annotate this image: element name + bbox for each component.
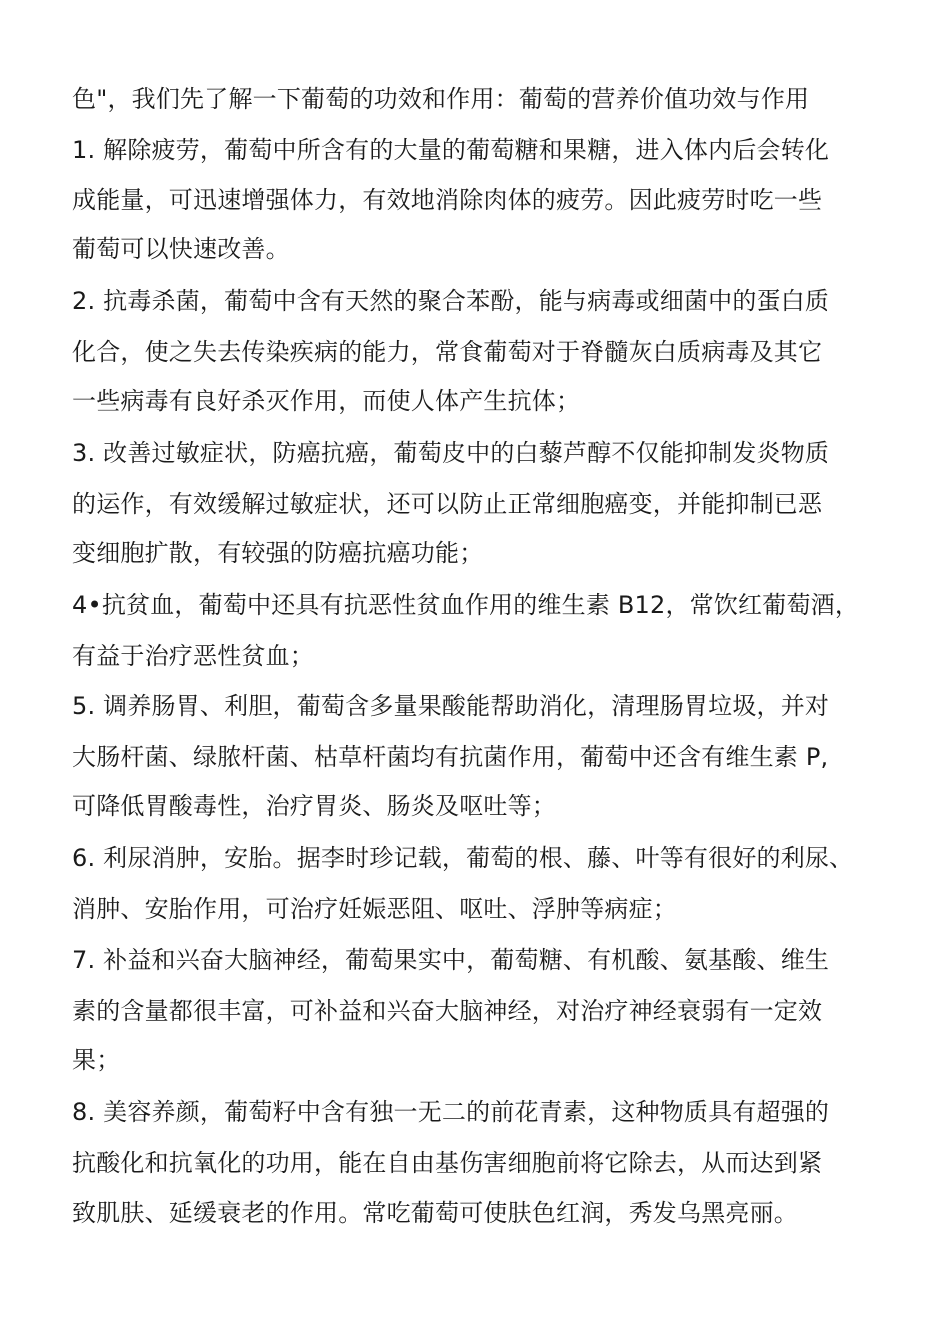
- item-7-line-2: 素的含量都很丰富，可补益和兴奋大脑神经，对治疗神经衰弱有一定效: [72, 997, 823, 1025]
- item-8-line-1: 8. 美容养颜，葡萄籽中含有独一无二的前花青素，这种物质具有超强的: [72, 1098, 830, 1126]
- item-3-line-1: 3. 改善过敏症状，防癌抗癌，葡萄皮中的白藜芦醇不仅能抑制发炎物质: [72, 439, 830, 467]
- item-1-line-2: 成能量，可迅速增强体力，有效地消除肉体的疲劳。因此疲劳时吃一些: [72, 186, 823, 214]
- item-2-line-1: 2. 抗毒杀菌，葡萄中含有天然的聚合苯酚，能与病毒或细菌中的蛋白质: [72, 287, 830, 315]
- item-5-line-2: 大肠杆菌、绿脓杆菌、枯草杆菌均有抗菌作用，葡萄中还含有维生素 P,: [72, 743, 829, 771]
- item-6-line-1: 6. 利尿消肿，安胎。据李时珍记载，葡萄的根、藤、叶等有很好的利尿、: [72, 844, 854, 872]
- item-2-line-3: 一些病毒有良好杀灭作用，而使人体产生抗体；: [72, 387, 581, 415]
- item-8-line-3: 致肌肤、延缓衰老的作用。常吃葡萄可使肤色红润，秀发乌黑亮丽。: [72, 1199, 798, 1227]
- item-3-line-3: 变细胞扩散，有较强的防癌抗癌功能；: [72, 539, 484, 567]
- item-3-line-2: 的运作，有效缓解过敏症状，还可以防止正常细胞癌变，并能抑制已恶: [72, 490, 823, 518]
- item-1-line-3: 葡萄可以快速改善。: [72, 235, 290, 263]
- item-4-line-1: 4•抗贫血，葡萄中还具有抗恶性贫血作用的维生素 B12，常饮红葡萄酒，: [72, 591, 860, 619]
- item-5-line-1: 5. 调养肠胃、利胆，葡萄含多量果酸能帮助消化，清理肠胃垃圾，并对: [72, 692, 830, 720]
- item-7-line-3: 果；: [72, 1046, 121, 1074]
- item-1-line-1: 1. 解除疲劳，葡萄中所含有的大量的葡萄糖和果糖，进入体内后会转化: [72, 136, 830, 164]
- item-8-line-2: 抗酸化和抗氧化的功用，能在自由基伤害细胞前将它除去，从而达到紧: [72, 1149, 823, 1177]
- item-5-line-3: 可降低胃酸毒性，治疗胃炎、肠炎及呕吐等；: [72, 792, 556, 820]
- item-7-line-1: 7. 补益和兴奋大脑神经，葡萄果实中，葡萄糖、有机酸、氨基酸、维生: [72, 946, 830, 974]
- item-4-line-2: 有益于治疗恶性贫血；: [72, 642, 314, 670]
- item-6-line-2: 消肿、安胎作用，可治疗妊娠恶阻、呕吐、浮肿等病症；: [72, 895, 677, 923]
- intro-line: 色"，我们先了解一下葡萄的功效和作用：葡萄的营养价值功效与作用: [72, 85, 810, 113]
- item-2-line-2: 化合，使之失去传染疾病的能力，常食葡萄对于脊髓灰白质病毒及其它: [72, 338, 823, 366]
